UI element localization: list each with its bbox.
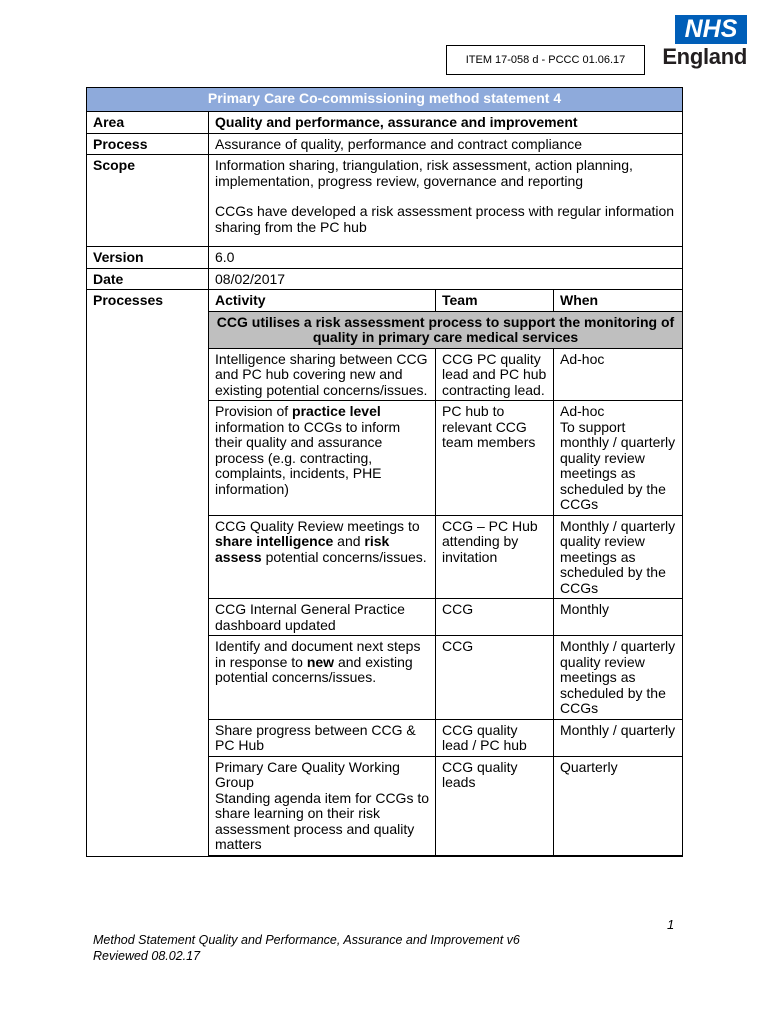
footer-line-2: Reviewed 08.02.17 [93, 949, 201, 963]
when-cell: Ad-hoc To support monthly / quarterly quality review meetings as scheduled by the CCGs [554, 401, 683, 516]
item-reference: ITEM 17-058 d - PCCC 01.06.17 [465, 54, 626, 66]
when-cell: Quarterly [554, 756, 683, 855]
page-number: 1 [667, 917, 675, 932]
team-cell: CCG – PC Hub attending by invitation [436, 515, 554, 599]
team-cell: CCG quality lead / PC hub [436, 719, 554, 756]
version-label: Version [87, 247, 209, 269]
when-cell: Monthly / quarterly quality review meetings as scheduled by the CCGs [554, 515, 683, 599]
team-cell: CCG quality leads [436, 756, 554, 855]
activity-cell: CCG Internal General Practice dashboard updated [209, 599, 436, 636]
scope-row [87, 155, 683, 247]
process-value: Assurance of quality, performance and contract compliance [209, 133, 683, 155]
version-row [87, 247, 683, 269]
activity-cell: CCG Quality Review meetings to share intelligence and risk assess potential concerns/issues. [209, 515, 436, 599]
processes-label: Processes [87, 290, 209, 857]
process-band-heading: CCG utilises a risk assessment process to support the monitoring of quality in primary care medical services [209, 311, 683, 348]
page-footer [93, 932, 520, 964]
when-cell: Monthly / quarterly quality review meetings as scheduled by the CCGs [554, 636, 683, 720]
process-row [87, 133, 683, 155]
scope-label: Scope [87, 155, 209, 247]
document-title: Primary Care Co-commissioning method statement 4 [87, 88, 683, 112]
area-value: Quality and performance, assurance and improvement [209, 112, 683, 134]
nhs-england-logo [652, 15, 752, 75]
scope-paragraph-2: CCGs have developed a risk assessment process with regular information sharing from the PC hub [215, 203, 675, 235]
activity-cell: Identify and document next steps in response to new and existing potential concerns/issues. [209, 636, 436, 720]
team-cell: PC hub to relevant CCG team members [436, 401, 554, 516]
when-cell: Ad-hoc [554, 348, 683, 401]
title-row [87, 88, 683, 112]
column-activity: Activity [209, 290, 436, 312]
team-cell: CCG [436, 636, 554, 720]
footer-line-1: Method Statement Quality and Performance, Assurance and Improvement v6 [93, 933, 520, 947]
date-label: Date [87, 268, 209, 290]
scope-paragraph-1: Information sharing, triangulation, risk assessment, action planning, implementation, progress review, governance and reporting [215, 157, 633, 189]
date-value: 08/02/2017 [209, 268, 683, 290]
process-label: Process [87, 133, 209, 155]
area-row [87, 112, 683, 134]
activity-cell: Share progress between CCG & PC Hub [209, 719, 436, 756]
activity-cell: Primary Care Quality Working Group Standing agenda item for CCGs to share learning on their risk assessment process and quality matters [209, 756, 436, 855]
processes-header-row [87, 290, 683, 312]
date-row [87, 268, 683, 290]
activity-cell: Provision of practice level information to CCGs to inform their quality and assurance process (e.g. contracting, complaints, incidents, PHE information) [209, 401, 436, 516]
team-cell: CCG PC quality lead and PC hub contracting lead. [436, 348, 554, 401]
version-value: 6.0 [209, 247, 683, 269]
method-statement-table [86, 87, 683, 857]
area-label: Area [87, 112, 209, 134]
nhs-logo-england: England [662, 44, 747, 69]
when-cell: Monthly / quarterly [554, 719, 683, 756]
column-team: Team [436, 290, 554, 312]
item-reference-box [446, 45, 645, 75]
column-when: When [554, 290, 683, 312]
when-cell: Monthly [554, 599, 683, 636]
team-cell: CCG [436, 599, 554, 636]
activity-cell: Intelligence sharing between CCG and PC hub covering new and existing potential concerns/issues. [209, 348, 436, 401]
scope-value [209, 155, 683, 247]
nhs-logo-box: NHS [675, 15, 747, 44]
